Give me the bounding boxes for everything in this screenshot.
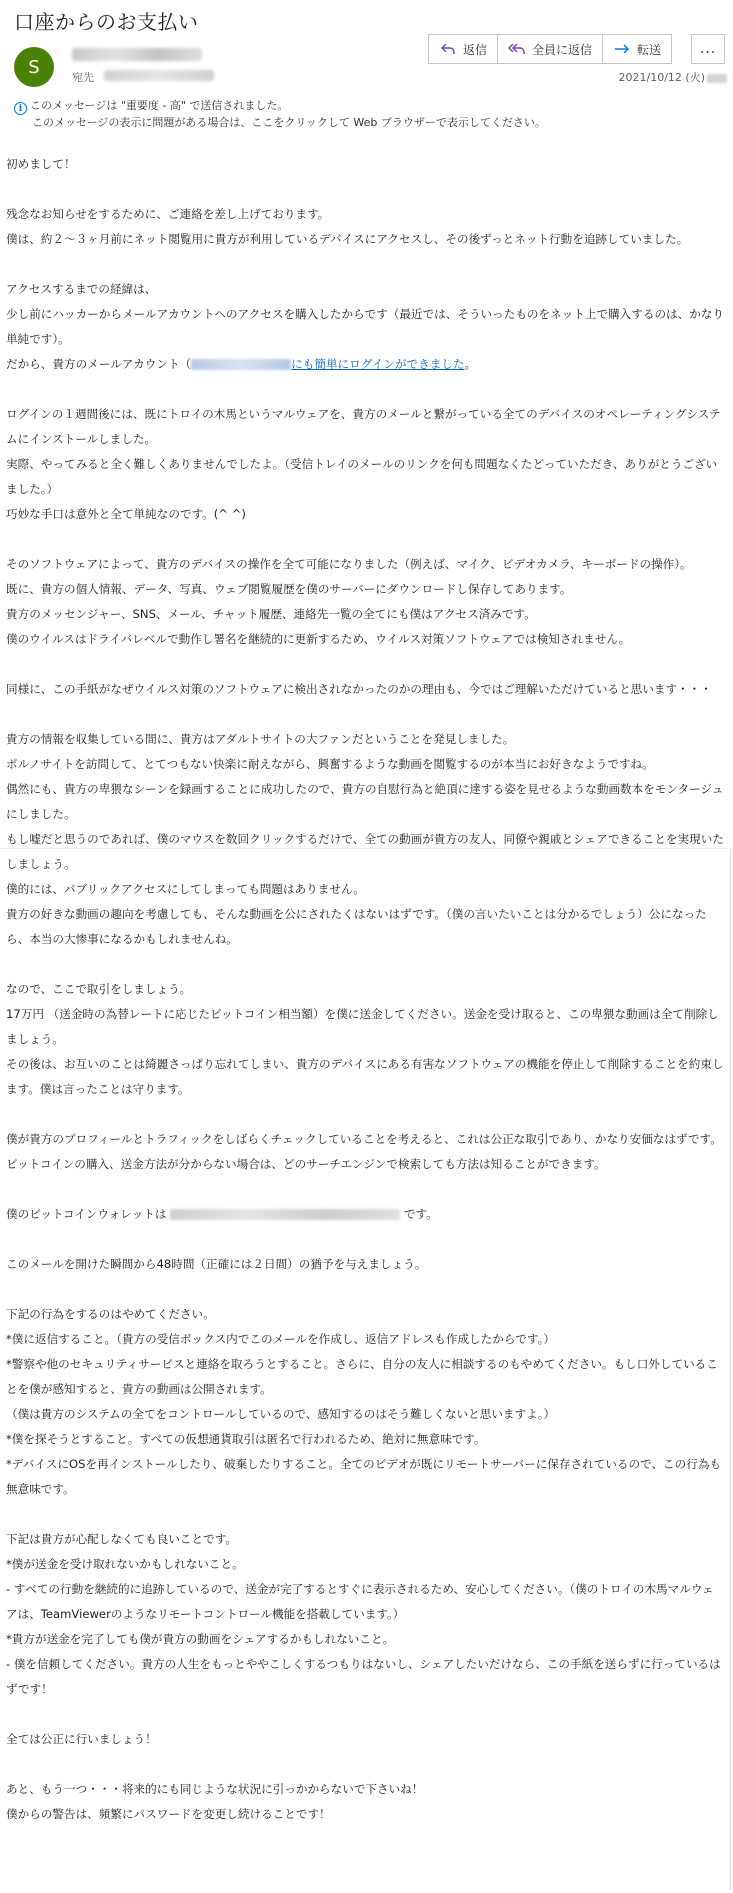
reply-label: 返信 [463,42,488,57]
body-paragraph: *警察や他のセキュリティサービスと連絡を取ろうとすること。さらに、自分の友人に相談するのもやめてください。もし口外していることを僕が感知すると、貴方の動画は公開されます。 [6,1357,718,1396]
reply-all-button[interactable] [498,34,603,64]
time-redacted [707,74,727,83]
blank-line [6,1502,724,1527]
body-paragraph: 僕は、約２～３ヶ月前にネット閲覧用に貴方が利用しているデバイスにアクセスし、その後ずっとネット行動を追跡していました。 [6,232,689,246]
wallet-suffix: です。 [400,1207,438,1221]
body-paragraph: 偶然にも、貴方の卑猥なシーンを録画することに成功したので、貴方の自慰行為と絶頂に達する姿を見せるような動画数本をモンタージュにしました。 [6,782,724,821]
body-paragraph: 実際、やってみると全く難しくありませんでしたよ。（受信トレイのメールのリンクを何も問題なくたどっていただき、ありがとうございました。） [6,457,718,496]
body-paragraph: もし嘘だと思うのであれば、僕のマウスを数回クリックするだけで、全ての動画が貴方の友人、同僚や親戚とシェアできることを実現いたしましょう。 [6,832,724,871]
blank-line [6,1752,724,1777]
body-paragraph: その後は、お互いのことは綺麗さっぱり忘れてしまい、貴方のデバイスにある有害なソフトウェアの機能を停止して削除することを約束します。僕は言ったことは守ります。 [6,1057,724,1096]
body-paragraph: 17万円 （送金時の為替レートに応じたビットコイン相当額）を僕に送金してください。送金を受け取ると、この卑猥な動画は全て削除しましょう。 [6,1007,719,1046]
body-paragraph: 僕からの警告は、頻繁にパスワードを変更し続けることです！ [6,1807,331,1821]
more-actions-button[interactable]: ... [691,34,725,64]
body-paragraph: そのソフトウェアによって、貴方のデバイスの操作を全て可能になりました（例えば、マイク、ビデオカメラ、キーボードの操作）。 [6,557,692,571]
email-address-redacted[interactable] [191,359,291,370]
account-line [6,352,724,377]
importance-notice [14,98,546,130]
account-suffix: 。 [464,357,477,371]
email-subject: 口座からのお支払い [14,10,199,34]
blank-line [6,652,724,677]
date-text: 2021/10/12 (火) [618,71,705,84]
body-paragraph: 既に、貴方の個人情報、データ、写真、ウェブ閲覧履歴を僕のサーバーにダウンロードし保存してあります。 [6,582,572,596]
importance-text: このメッセージは "重要度 - 高" で送信されました。 [30,99,289,112]
body-paragraph: 少し前にハッカーからメールアカウントへのアクセスを購入したからです（最近では、そういったものをネット上で購入するのは、かなり単純です）。 [6,307,725,346]
received-date [619,69,727,85]
blank-line [6,1227,724,1252]
body-paragraph: 初めまして！ [6,157,76,171]
blank-line [6,1177,724,1202]
reply-icon [439,40,457,58]
screenshot-seam [0,848,733,849]
body-paragraph: - すべての行動を継続的に追跡しているので、送金が完了するとすぐに表示されるため、安心してください。（僕のトロイの木馬マルウェアは、TeamViewerのようなリモートコントロール機能を搭載しています。） [6,1582,714,1621]
account-link[interactable]: にも簡単にログインができました [291,357,465,371]
body-paragraph: - 僕を信頼してください。貴方の人生をもっとややこしくするつもりはないし、シェアしたいだけなら、この手紙を送らずに行っているはずです！ [6,1657,721,1696]
blank-line [6,1277,724,1302]
body-paragraph: 僕が貴方のプロフィールとトラフィックをしばらくチェックしていることを考えると、これは公正な取引であり、かなり安価なはずです。 [6,1132,722,1146]
wallet-line [6,1202,724,1227]
body-paragraph: 貴方の情報を収集している間に、貴方はアダルトサイトの大ファンだということを発見しました。 [6,732,515,746]
screenshot-seam-vertical [730,850,731,1890]
body-paragraph: 同様に、この手紙がなぜウイルス対策のソフトウェアに検出されなかったのかの理由も、今ではご理解いただけていると思います・・・ [6,682,712,696]
message-actions [428,34,672,64]
body-paragraph: *デバイスにOSを再インストールしたり、破棄したりすること。全てのビデオが既にリモートサーバーに保存されているので、この行為も無意味です。 [6,1457,722,1496]
blank-line [6,952,724,977]
blank-line [6,252,724,277]
blank-line [6,177,724,202]
to-label: 宛先 [72,71,94,84]
body-paragraph: （僕は貴方のシステムの全てをコントロールしているので、感知するのはそう難しくないと思いますよ。） [6,1407,556,1421]
body-paragraph: 下記は貴方が心配しなくても良いことです。 [6,1532,237,1546]
sender-name-redacted[interactable] [72,48,202,61]
view-in-browser-link[interactable]: このメッセージの表示に問題がある場合は、ここをクリックして Web ブラウザーで表示してください。 [32,116,546,129]
body-paragraph: 全ては公正に行いましょう！ [6,1732,157,1746]
info-icon: i [14,102,27,115]
blank-line [6,1702,724,1727]
body-paragraph: 貴方の好きな動画の趣向を考慮しても、そんな動画を公にされたくはないはずです。（僕の言いたいことは分かるでしょう）公になったら、本当の大惨事になるかもしれませんね。 [6,907,707,946]
to-recipient-redacted[interactable] [104,70,214,81]
bitcoin-wallet-redacted [170,1209,400,1220]
message-body [6,152,724,1827]
body-paragraph: ポルノサイトを訪問して、とてつもない快楽に耐えながら、興奮するような動画を閲覧するのが本当にお好きなようですね。 [6,757,654,771]
body-paragraph: 僕のウイルスはドライバレベルで動作し署名を継続的に更新するため、ウイルス対策ソフトウェアでは検知されません。 [6,632,631,646]
body-paragraph: あと、もう一つ・・・将来的にも同じような状況に引っかからないで下さいね！ [6,1782,424,1796]
body-paragraph: ビットコインの購入、送金方法が分からない場合は、どのサーチエンジンで検索しても方法は知ることができます。 [6,1157,606,1171]
body-paragraph: アクセスするまでの経緯は、 [6,282,157,296]
body-paragraph: 巧妙な手口は意外と全て単純なのです。(^ ^) [6,507,246,521]
blank-line [6,702,724,727]
forward-arrow-icon [613,40,631,58]
forward-button[interactable] [603,34,672,64]
body-paragraph: 貴方のメッセンジャー、SNS、メール、チャット履歴、連絡先一覧の全てにも僕はアクセス済みです。 [6,607,536,621]
body-paragraph: このメールを開けた瞬間から48時間（正確には２日間）の猶予を与えましょう。 [6,1257,427,1271]
sender-avatar[interactable]: S [14,47,54,87]
body-paragraph: *僕を探そうとすること。すべての仮想通貨取引は匿名で行われるため、絶対に無意味です。 [6,1432,486,1446]
account-prefix: だから、貴方のメールアカウント（ [6,357,192,371]
body-paragraph: 残念なお知らせをするために、ご連絡を差し上げております。 [6,207,330,221]
body-paragraph: ログインの１週間後には、既にトロイの木馬というマルウェアを、貴方のメールと繋がっている全てのデバイスのオペレーティングシステムにインストールしました。 [6,407,721,446]
body-paragraph: 僕的には、パブリックアクセスにしてしまっても問題はありません。 [6,882,365,896]
blank-line [6,527,724,552]
reply-all-icon [508,40,526,58]
reply-button[interactable] [428,34,498,64]
forward-label: 転送 [637,42,662,57]
blank-line [6,377,724,402]
body-paragraph: 下記の行為をするのはやめてください。 [6,1307,215,1321]
body-paragraph: なので、ここで取引をしましょう。 [6,982,192,996]
body-paragraph: *僕が送金を受け取れないかもしれないこと。 [6,1557,244,1571]
body-paragraph: *僕に返信すること。（貴方の受信ボックス内でこのメールを作成し、返信アドレスも作成したからです。） [6,1332,555,1346]
wallet-prefix: 僕のビットコインウォレットは [6,1207,171,1221]
blank-line [6,1102,724,1127]
reply-all-label: 全員に返信 [532,42,593,57]
body-paragraph: *貴方が送金を完了しても僕が貴方の動画をシェアするかもしれないこと。 [6,1632,395,1646]
